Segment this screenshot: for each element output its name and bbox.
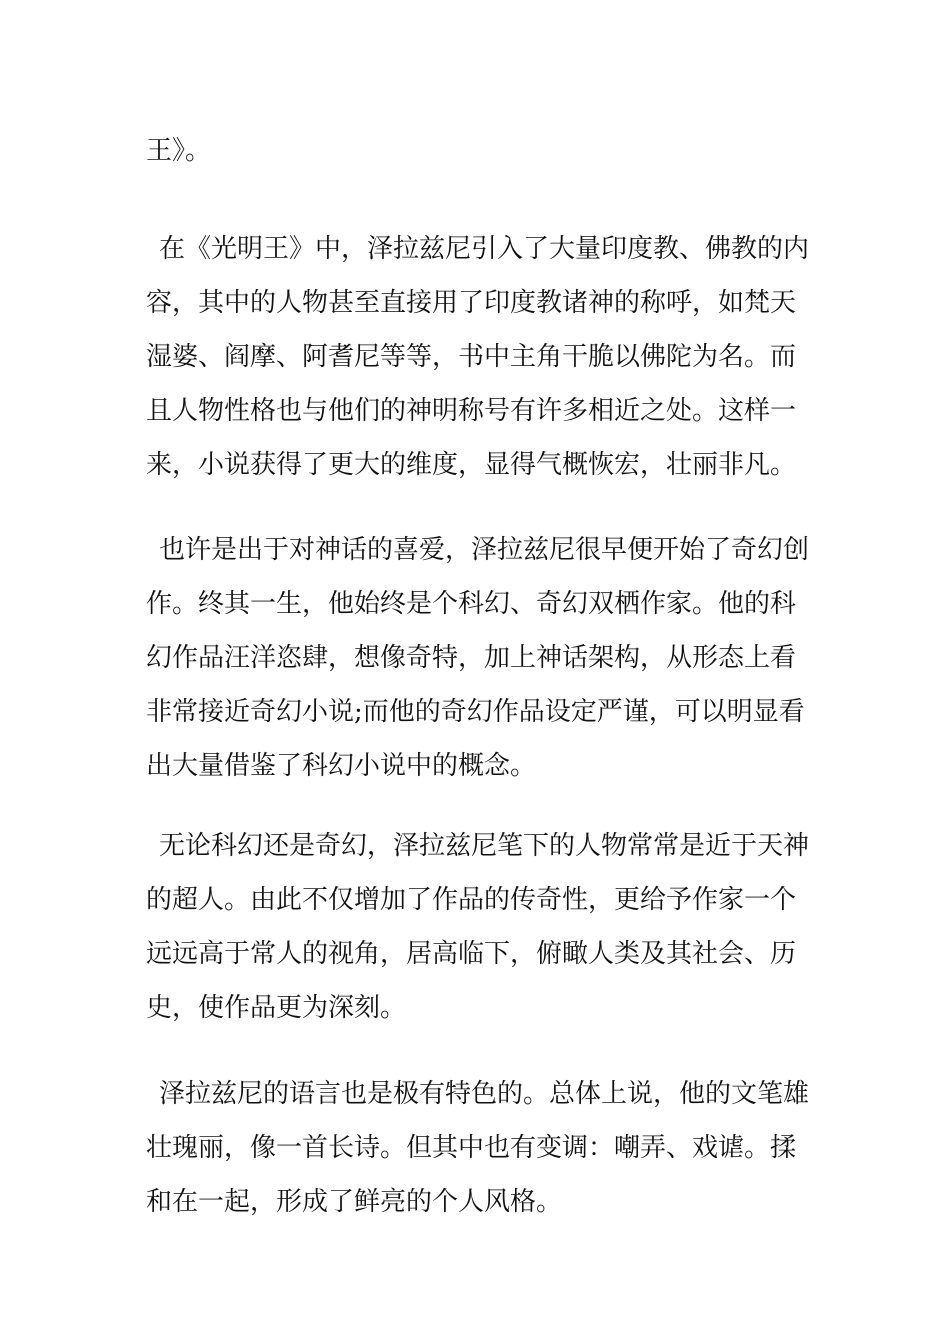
paragraph-line: 作。终其一生，他始终是个科幻、奇幻双栖作家。他的科 (146, 589, 797, 619)
paragraph-5 (146, 1067, 808, 1229)
paragraph-line: 出大量借鉴了科幻小说中的概念。 (146, 751, 537, 781)
paragraph-line: 非常接近奇幻小说;而他的奇幻作品设定严谨，可以明显看 (146, 697, 805, 727)
paragraph-line: 也许是出于对神话的喜爱，泽拉兹尼很早便开始了奇幻创 (159, 535, 810, 565)
paragraph-line: 来，小说获得了更大的维度，显得气概恢宏，壮丽非凡。 (146, 450, 797, 480)
paragraph-line: 和在一起，形成了鲜亮的个人风格。 (146, 1187, 563, 1217)
paragraph-line: 的超人。由此不仅增加了作品的传奇性，更给予作家一个 (146, 885, 797, 915)
paragraph-line: 在《光明王》中，泽拉兹尼引入了大量印度教、佛教的内 (159, 234, 810, 264)
paragraph-line: 远远高于常人的视角，居高临下，俯瞰人类及其社会、历 (146, 939, 797, 969)
paragraph-line: 且人物性格也与他们的神明称号有许多相近之处。这样一 (146, 396, 797, 426)
paragraph-line: 湿婆、阎摩、阿耆尼等等，书中主角干脆以佛陀为名。而 (146, 342, 797, 372)
paragraph-line: 泽拉兹尼的语言也是极有特色的。总体上说，他的文笔雄 (159, 1079, 810, 1109)
paragraph-4 (146, 819, 808, 1035)
paragraph-1 (146, 124, 808, 178)
paragraph-line: 史，使作品更为深刻。 (146, 993, 407, 1023)
paragraph-line: 容，其中的人物甚至直接用了印度教诸神的称呼，如梵天 (146, 288, 797, 318)
paragraph-3 (146, 523, 808, 793)
paragraph-line: 幻作品汪洋恣肆，想像奇特，加上神话架构，从形态上看 (146, 643, 797, 673)
paragraph-2 (146, 222, 808, 492)
paragraph-line: 无论科幻还是奇幻，泽拉兹尼笔下的人物常常是近于天神 (159, 831, 810, 861)
paragraph-line: 壮瑰丽，像一首长诗。但其中也有变调：嘲弄、戏谑。揉 (146, 1133, 797, 1163)
paragraph-line: 王》。 (146, 136, 212, 166)
